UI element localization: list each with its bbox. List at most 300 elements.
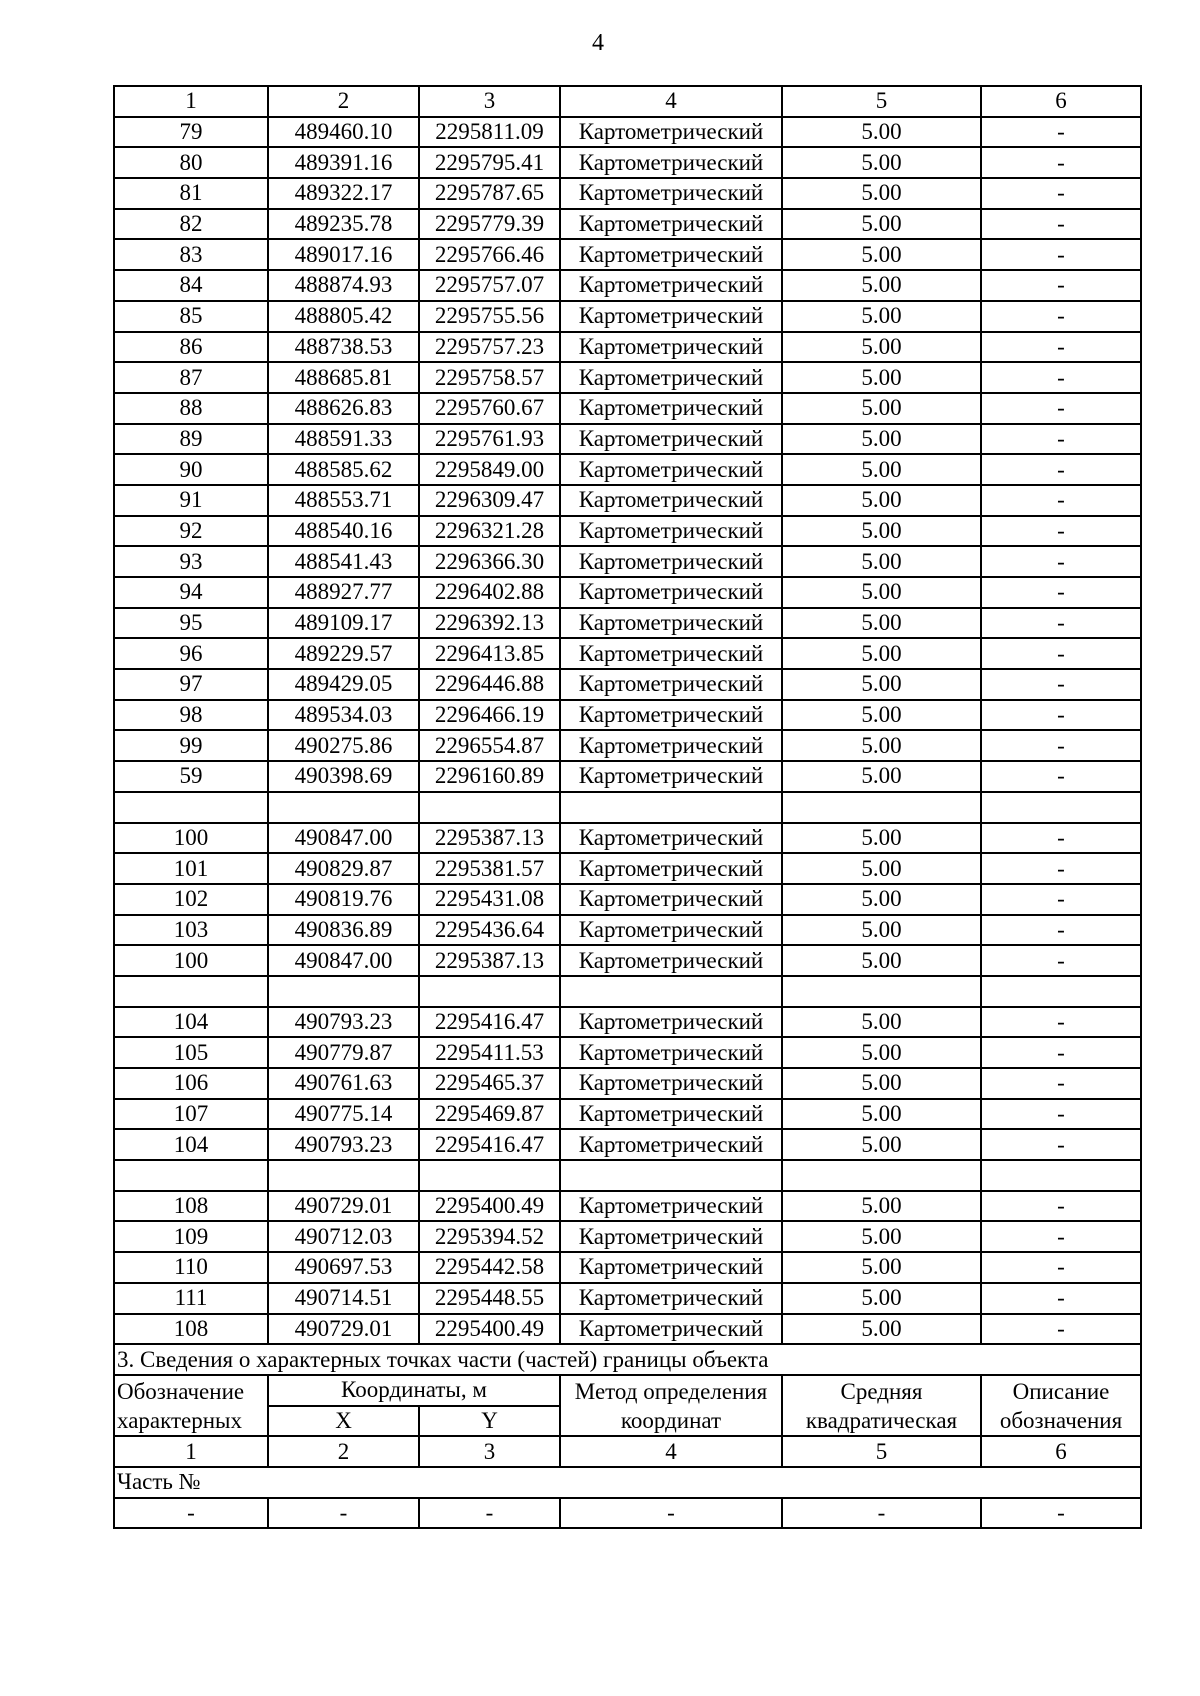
empty-cell (782, 976, 981, 1007)
table-row (114, 1007, 1141, 1038)
cell-method: Картометрический (560, 546, 782, 577)
cell-y: 2295381.57 (419, 853, 560, 884)
cell-x: 489391.16 (268, 147, 419, 178)
cell-x: 488626.83 (268, 393, 419, 424)
coordinates-table (113, 85, 1142, 1529)
cell-x: 490836.89 (268, 915, 419, 946)
cell-description: - (981, 178, 1141, 209)
header-line: Описание (1012, 1378, 1110, 1404)
cell-accuracy: 5.00 (782, 332, 981, 363)
cell-point-number: 100 (114, 823, 268, 854)
cell-method: Картометрический (560, 823, 782, 854)
column-number: 4 (560, 86, 782, 117)
table-row (114, 915, 1141, 946)
table-row (114, 608, 1141, 639)
table-row (114, 362, 1141, 393)
empty-cell (560, 976, 782, 1007)
cell-description: - (981, 1252, 1141, 1283)
blank-row (114, 1160, 1141, 1191)
cell-method: Картометрический (560, 608, 782, 639)
blank-row (114, 792, 1141, 823)
cell-y: 2295448.55 (419, 1283, 560, 1314)
cell-description: - (981, 915, 1141, 946)
cell-y: 2295465.37 (419, 1068, 560, 1099)
cell-point-number: 99 (114, 730, 268, 761)
cell-method: Картометрический (560, 1191, 782, 1222)
cell-accuracy: 5.00 (782, 301, 981, 332)
cell-x: 490793.23 (268, 1129, 419, 1160)
cell-x: 489322.17 (268, 178, 419, 209)
header-line: Метод определения (574, 1378, 768, 1404)
cell-point-number: 98 (114, 700, 268, 731)
cell-accuracy: 5.00 (782, 761, 981, 792)
section-title-row (114, 1344, 1141, 1375)
cell-y: 2295795.41 (419, 147, 560, 178)
cell-description: - (981, 608, 1141, 639)
table-row (114, 485, 1141, 516)
cell-y: 2295811.09 (419, 117, 560, 148)
cell-y: 2295416.47 (419, 1007, 560, 1038)
cell-y: 2295849.00 (419, 454, 560, 485)
table-row (114, 945, 1141, 976)
empty-cell (981, 1160, 1141, 1191)
cell-method: Картометрический (560, 1099, 782, 1130)
header-line: координат (620, 1407, 722, 1433)
column-number: 1 (114, 86, 268, 117)
cell-accuracy: 5.00 (782, 362, 981, 393)
cell-accuracy: 5.00 (782, 730, 981, 761)
cell-method: Картометрический (560, 1007, 782, 1038)
empty-cell (782, 792, 981, 823)
empty-cell (560, 792, 782, 823)
table-row (114, 1498, 1141, 1529)
table-row (114, 393, 1141, 424)
cell-y: 2295387.13 (419, 823, 560, 854)
table-row (114, 577, 1141, 608)
table-row (114, 669, 1141, 700)
cell-method: Картометрический (560, 393, 782, 424)
cell-y: 2295411.53 (419, 1037, 560, 1068)
cell-description: - (981, 1314, 1141, 1345)
cell-x: 488685.81 (268, 362, 419, 393)
cell-method: Картометрический (560, 1314, 782, 1345)
cell-x: 489534.03 (268, 700, 419, 731)
empty-cell (981, 792, 1141, 823)
cell-point-number: 103 (114, 915, 268, 946)
cell-accuracy: 5.00 (782, 516, 981, 547)
cell-x: 490712.03 (268, 1221, 419, 1252)
cell-y: 2296309.47 (419, 485, 560, 516)
table-row (114, 1221, 1141, 1252)
cell-method: Картометрический (560, 638, 782, 669)
cell-point-number: 59 (114, 761, 268, 792)
table-row (114, 884, 1141, 915)
header-accuracy (782, 1375, 981, 1436)
cell-y: 2296392.13 (419, 608, 560, 639)
table-row (114, 1283, 1141, 1314)
cell-point-number: - (114, 1498, 268, 1529)
header-description (981, 1375, 1141, 1436)
cell-y: 2295400.49 (419, 1314, 560, 1345)
cell-y: 2296321.28 (419, 516, 560, 547)
empty-cell (114, 792, 268, 823)
empty-cell (114, 976, 268, 1007)
table-row (114, 1252, 1141, 1283)
cell-x: 490275.86 (268, 730, 419, 761)
cell-method: Картометрический (560, 730, 782, 761)
cell-y: 2295436.64 (419, 915, 560, 946)
cell-method: Картометрический (560, 761, 782, 792)
cell-y: 2295761.93 (419, 424, 560, 455)
cell-accuracy: 5.00 (782, 1007, 981, 1038)
table-row (114, 1314, 1141, 1345)
cell-y: 2296160.89 (419, 761, 560, 792)
cell-method: Картометрический (560, 884, 782, 915)
blank-row (114, 976, 1141, 1007)
cell-method: Картометрический (560, 516, 782, 547)
table-row (114, 700, 1141, 731)
table-row (114, 730, 1141, 761)
cell-method: Картометрический (560, 1037, 782, 1068)
empty-cell (268, 792, 419, 823)
cell-y: 2295442.58 (419, 1252, 560, 1283)
cell-y: 2295757.23 (419, 332, 560, 363)
cell-x: 490847.00 (268, 945, 419, 976)
cell-x: 488553.71 (268, 485, 419, 516)
cell-x: 490775.14 (268, 1099, 419, 1130)
cell-point-number: 100 (114, 945, 268, 976)
cell-accuracy: 5.00 (782, 147, 981, 178)
cell-y: 2295787.65 (419, 178, 560, 209)
cell-x: 490398.69 (268, 761, 419, 792)
cell-point-number: 79 (114, 117, 268, 148)
cell-accuracy: 5.00 (782, 577, 981, 608)
cell-y: 2295766.46 (419, 239, 560, 270)
empty-cell (268, 1160, 419, 1191)
cell-point-number: 91 (114, 485, 268, 516)
cell-method: Картометрический (560, 1129, 782, 1160)
table-row (114, 1099, 1141, 1130)
cell-x: 489017.16 (268, 239, 419, 270)
cell-point-number: 104 (114, 1007, 268, 1038)
cell-x: 490819.76 (268, 884, 419, 915)
cell-x: 489460.10 (268, 117, 419, 148)
table-row (114, 454, 1141, 485)
cell-accuracy: 5.00 (782, 178, 981, 209)
cell-accuracy: 5.00 (782, 1191, 981, 1222)
cell-description: - (981, 301, 1141, 332)
header-line: характерных (117, 1407, 243, 1433)
cell-description: - (981, 1099, 1141, 1130)
column-number: 5 (782, 86, 981, 117)
cell-accuracy: - (782, 1498, 981, 1529)
cell-point-number: 89 (114, 424, 268, 455)
cell-accuracy: 5.00 (782, 1314, 981, 1345)
cell-point-number: 105 (114, 1037, 268, 1068)
cell-point-number: 94 (114, 577, 268, 608)
cell-x: 488738.53 (268, 332, 419, 363)
table-row (114, 546, 1141, 577)
empty-cell (114, 1160, 268, 1191)
cell-point-number: 82 (114, 209, 268, 240)
cell-method: Картометрический (560, 915, 782, 946)
cell-y: 2295757.07 (419, 270, 560, 301)
cell-accuracy: 5.00 (782, 209, 981, 240)
cell-x: 488874.93 (268, 270, 419, 301)
table-row (114, 823, 1141, 854)
cell-method: Картометрический (560, 1221, 782, 1252)
table-row (114, 424, 1141, 455)
column-number: 6 (981, 86, 1141, 117)
cell-x: 489235.78 (268, 209, 419, 240)
cell-description: - (981, 485, 1141, 516)
cell-accuracy: 5.00 (782, 270, 981, 301)
cell-x: 490793.23 (268, 1007, 419, 1038)
cell-x: 490779.87 (268, 1037, 419, 1068)
column-number-row (114, 86, 1141, 117)
cell-accuracy: 5.00 (782, 853, 981, 884)
cell-description: - (981, 1068, 1141, 1099)
cell-description: - (981, 454, 1141, 485)
part-row (114, 1467, 1141, 1498)
cell-x: 490714.51 (268, 1283, 419, 1314)
empty-cell (419, 792, 560, 823)
cell-accuracy: 5.00 (782, 915, 981, 946)
cell-accuracy: 5.00 (782, 1283, 981, 1314)
cell-accuracy: 5.00 (782, 1068, 981, 1099)
cell-description: - (981, 1129, 1141, 1160)
header-line: Средняя (840, 1378, 923, 1404)
cell-x: 488540.16 (268, 516, 419, 547)
cell-x: 489109.17 (268, 608, 419, 639)
cell-y: 2295394.52 (419, 1221, 560, 1252)
cell-x: 490761.63 (268, 1068, 419, 1099)
cell-description: - (981, 669, 1141, 700)
header-line: квадратическая (805, 1407, 958, 1433)
cell-point-number: 85 (114, 301, 268, 332)
cell-accuracy: 5.00 (782, 546, 981, 577)
cell-x: 489229.57 (268, 638, 419, 669)
cell-method: Картометрический (560, 239, 782, 270)
cell-x: 490829.87 (268, 853, 419, 884)
cell-x: 490847.00 (268, 823, 419, 854)
cell-accuracy: 5.00 (782, 393, 981, 424)
cell-method: Картометрический (560, 270, 782, 301)
table-row (114, 516, 1141, 547)
cell-method: Картометрический (560, 669, 782, 700)
cell-x: 490697.53 (268, 1252, 419, 1283)
empty-cell (268, 976, 419, 1007)
column-number: 3 (419, 1436, 560, 1467)
cell-method: Картометрический (560, 301, 782, 332)
table-row (114, 638, 1141, 669)
cell-accuracy: 5.00 (782, 485, 981, 516)
cell-point-number: 101 (114, 853, 268, 884)
cell-method: Картометрический (560, 332, 782, 363)
empty-cell (419, 976, 560, 1007)
cell-description: - (981, 117, 1141, 148)
cell-point-number: 92 (114, 516, 268, 547)
cell-y: 2296554.87 (419, 730, 560, 761)
cell-description: - (981, 209, 1141, 240)
cell-y: - (419, 1498, 560, 1529)
cell-description: - (981, 853, 1141, 884)
cell-description: - (981, 700, 1141, 731)
cell-point-number: 109 (114, 1221, 268, 1252)
part-number-label: Часть № (114, 1467, 1141, 1498)
cell-method: Картометрический (560, 178, 782, 209)
column-number-row (114, 1436, 1141, 1467)
cell-accuracy: 5.00 (782, 1221, 981, 1252)
cell-x: 489429.05 (268, 669, 419, 700)
cell-description: - (981, 1191, 1141, 1222)
table-row (114, 1129, 1141, 1160)
header-point-designation (114, 1375, 268, 1436)
cell-y: 2295755.56 (419, 301, 560, 332)
cell-method: Картометрический (560, 209, 782, 240)
cell-accuracy: 5.00 (782, 117, 981, 148)
cell-x: 488805.42 (268, 301, 419, 332)
section-3-body (114, 1344, 1141, 1528)
cell-method: Картометрический (560, 147, 782, 178)
column-number: 6 (981, 1436, 1141, 1467)
cell-description: - (981, 424, 1141, 455)
cell-accuracy: 5.00 (782, 638, 981, 669)
cell-point-number: 110 (114, 1252, 268, 1283)
cell-x: 490729.01 (268, 1191, 419, 1222)
cell-description: - (981, 1007, 1141, 1038)
table-row (114, 301, 1141, 332)
table-row (114, 1037, 1141, 1068)
cell-method: Картометрический (560, 700, 782, 731)
cell-y: 2295416.47 (419, 1129, 560, 1160)
cell-point-number: 107 (114, 1099, 268, 1130)
column-number: 1 (114, 1436, 268, 1467)
cell-description: - (981, 270, 1141, 301)
header-y: Y (419, 1406, 560, 1437)
cell-point-number: 90 (114, 454, 268, 485)
table-row (114, 1191, 1141, 1222)
cell-y: 2295779.39 (419, 209, 560, 240)
cell-x: 488585.62 (268, 454, 419, 485)
cell-x: 488591.33 (268, 424, 419, 455)
table-row (114, 853, 1141, 884)
cell-y: 2295469.87 (419, 1099, 560, 1130)
cell-x: 488927.77 (268, 577, 419, 608)
cell-x: 490729.01 (268, 1314, 419, 1345)
cell-description: - (981, 730, 1141, 761)
cell-point-number: 80 (114, 147, 268, 178)
cell-point-number: 88 (114, 393, 268, 424)
table-row (114, 117, 1141, 148)
cell-accuracy: 5.00 (782, 700, 981, 731)
cell-description: - (981, 945, 1141, 976)
cell-accuracy: 5.00 (782, 884, 981, 915)
cell-method: Картометрический (560, 1068, 782, 1099)
cell-point-number: 102 (114, 884, 268, 915)
cell-y: 2295400.49 (419, 1191, 560, 1222)
column-number: 4 (560, 1436, 782, 1467)
cell-accuracy: 5.00 (782, 454, 981, 485)
cell-accuracy: 5.00 (782, 424, 981, 455)
empty-cell (560, 1160, 782, 1191)
cell-description: - (981, 332, 1141, 363)
empty-cell (981, 976, 1141, 1007)
page-number: 4 (592, 30, 604, 56)
header-line: Обозначение (117, 1378, 245, 1404)
cell-method: Картометрический (560, 485, 782, 516)
cell-point-number: 97 (114, 669, 268, 700)
cell-y: 2296446.88 (419, 669, 560, 700)
cell-y: 2295387.13 (419, 945, 560, 976)
table-row (114, 147, 1141, 178)
table-row (114, 178, 1141, 209)
cell-accuracy: 5.00 (782, 1099, 981, 1130)
column-number: 2 (268, 86, 419, 117)
header-line: обозначения (999, 1407, 1123, 1433)
cell-y: 2295758.57 (419, 362, 560, 393)
cell-point-number: 111 (114, 1283, 268, 1314)
cell-x: 488541.43 (268, 546, 419, 577)
cell-description: - (981, 577, 1141, 608)
cell-y: 2296402.88 (419, 577, 560, 608)
cell-accuracy: 5.00 (782, 1129, 981, 1160)
table-row (114, 270, 1141, 301)
cell-point-number: 108 (114, 1314, 268, 1345)
column-number: 2 (268, 1436, 419, 1467)
cell-description: - (981, 239, 1141, 270)
cell-method: Картометрический (560, 362, 782, 393)
cell-method: Картометрический (560, 853, 782, 884)
table-row (114, 761, 1141, 792)
cell-description: - (981, 638, 1141, 669)
table-row (114, 239, 1141, 270)
cell-point-number: 81 (114, 178, 268, 209)
cell-accuracy: 5.00 (782, 1252, 981, 1283)
cell-description: - (981, 884, 1141, 915)
empty-cell (419, 1160, 560, 1191)
cell-method: Картометрический (560, 454, 782, 485)
cell-description: - (981, 147, 1141, 178)
cell-point-number: 104 (114, 1129, 268, 1160)
cell-description: - (981, 362, 1141, 393)
cell-y: 2295431.08 (419, 884, 560, 915)
table-row (114, 332, 1141, 363)
header-x: X (268, 1406, 419, 1437)
cell-method: Картометрический (560, 1252, 782, 1283)
cell-accuracy: 5.00 (782, 608, 981, 639)
cell-point-number: 96 (114, 638, 268, 669)
cell-point-number: 87 (114, 362, 268, 393)
column-number: 3 (419, 86, 560, 117)
cell-point-number: 83 (114, 239, 268, 270)
cell-description: - (981, 393, 1141, 424)
cell-point-number: 86 (114, 332, 268, 363)
column-number: 5 (782, 1436, 981, 1467)
section-3-title: 3. Сведения о характерных точках части (частей) границы объекта (114, 1344, 1141, 1375)
cell-point-number: 106 (114, 1068, 268, 1099)
cell-method: Картометрический (560, 945, 782, 976)
cell-y: 2296466.19 (419, 700, 560, 731)
cell-description: - (981, 823, 1141, 854)
cell-description: - (981, 1221, 1141, 1252)
cell-method: Картометрический (560, 117, 782, 148)
header-coordinates: Координаты, м (268, 1375, 560, 1406)
cell-description: - (981, 1498, 1141, 1529)
table-row (114, 1068, 1141, 1099)
empty-cell (782, 1160, 981, 1191)
header-method (560, 1375, 782, 1436)
